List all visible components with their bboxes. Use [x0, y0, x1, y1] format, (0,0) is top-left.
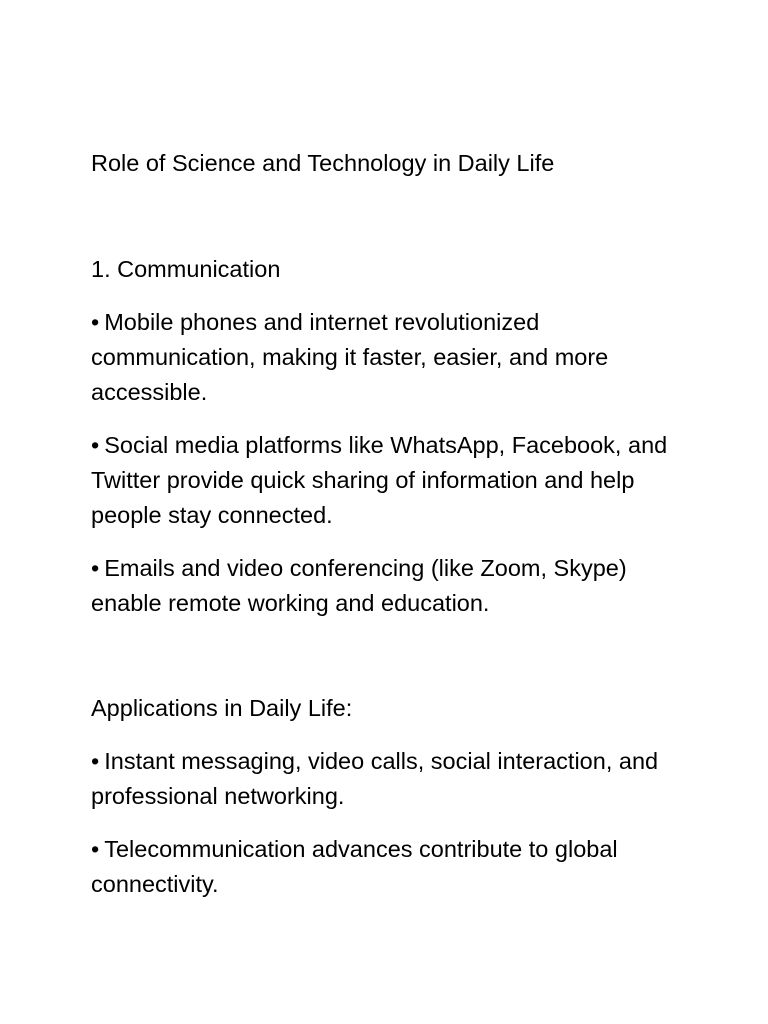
- bullet-item: [91, 832, 691, 902]
- bullet-text: Instant messaging, video calls, social interaction, and professional networking.: [91, 748, 659, 809]
- bullet-item: [91, 551, 691, 621]
- bullet-text: Social media platforms like WhatsApp, Facebook, and Twitter provide quick sharing of information and help people stay connected.: [91, 432, 668, 528]
- bullet-text: Emails and video conferencing (like Zoom, Skype) enable remote working and education.: [91, 555, 627, 616]
- bullet-icon: •: [91, 748, 100, 774]
- bullet-text: Mobile phones and internet revolutionized communication, making it faster, easier, and more accessible.: [91, 309, 609, 405]
- document-body: [91, 146, 691, 920]
- bullet-item: [91, 428, 691, 533]
- document-title: Role of Science and Technology in Daily Life: [91, 150, 555, 176]
- bullet-icon: •: [91, 309, 100, 335]
- bullet-icon: •: [91, 555, 100, 581]
- bullet-item: [91, 305, 691, 410]
- bullet-item: [91, 744, 691, 814]
- section-heading-communication: 1. Communication: [91, 256, 281, 282]
- bullet-icon: •: [91, 432, 100, 458]
- bullet-text: Telecommunication advances contribute to global connectivity.: [91, 836, 618, 897]
- section-heading-applications: Applications in Daily Life:: [91, 695, 353, 721]
- bullet-icon: •: [91, 836, 100, 862]
